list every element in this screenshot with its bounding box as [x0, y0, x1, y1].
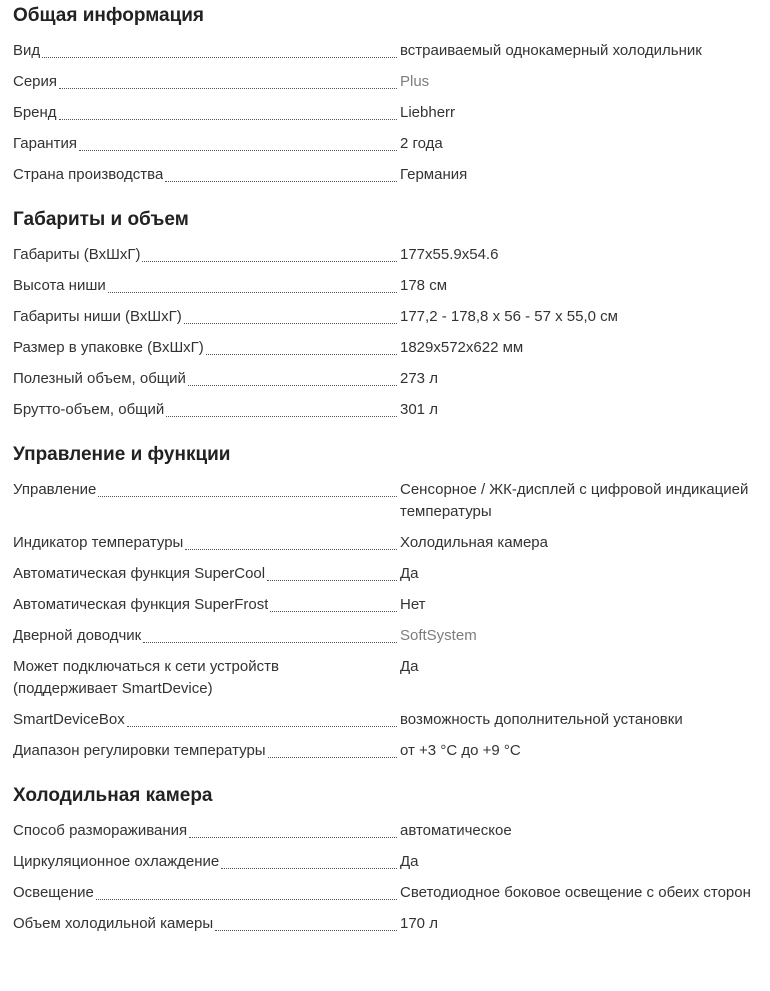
spec-label-line	[13, 244, 400, 266]
spec-label: Циркуляционное охлаждение	[13, 853, 220, 870]
spec-label-line	[13, 563, 400, 585]
spec-label-cell	[13, 656, 400, 700]
spec-label-cell	[13, 709, 400, 731]
spec-label-cell	[13, 399, 400, 421]
dotted-leader	[189, 820, 397, 838]
section-rows	[13, 244, 766, 421]
dotted-leader	[59, 71, 397, 89]
spec-label: Брутто-объем, общий	[13, 401, 165, 418]
dotted-leader	[42, 40, 397, 58]
spec-row	[13, 244, 766, 266]
spec-label: Способ размораживания	[13, 822, 188, 839]
spec-value: автоматическое	[400, 822, 512, 839]
dotted-leader	[108, 275, 397, 293]
spec-label-cell	[13, 479, 400, 501]
spec-label-line	[13, 102, 400, 124]
spec-row	[13, 625, 766, 647]
spec-label-line	[13, 709, 400, 731]
spec-label-cell	[13, 306, 400, 328]
spec-label: SmartDeviceBox	[13, 711, 125, 728]
dotted-leader	[185, 532, 397, 550]
spec-label-line	[13, 882, 400, 904]
spec-label-cell	[13, 275, 400, 297]
section-title: Холодильная камера	[13, 785, 213, 806]
spec-section	[13, 207, 766, 421]
spec-row	[13, 399, 766, 421]
dotted-leader	[188, 368, 397, 386]
spec-label: Страна производства	[13, 166, 164, 183]
spec-value: Да	[400, 853, 419, 870]
dotted-leader	[166, 399, 397, 417]
spec-label-cell	[13, 337, 400, 359]
dotted-leader	[281, 656, 397, 674]
spec-label-cell	[13, 368, 400, 390]
spec-value: Да	[400, 565, 419, 582]
spec-row	[13, 368, 766, 390]
dotted-leader	[142, 244, 397, 262]
spec-label-secondary: (поддерживает SmartDevice)	[13, 680, 213, 697]
spec-row	[13, 306, 766, 328]
spec-value: встраиваемый однокамерный холодильник	[400, 42, 702, 59]
spec-row	[13, 532, 766, 554]
spec-label-cell	[13, 40, 400, 62]
section-title: Общая информация	[13, 5, 205, 26]
section-rows	[13, 820, 766, 935]
spec-row	[13, 709, 766, 731]
dotted-leader	[59, 102, 397, 120]
dotted-leader	[127, 709, 397, 727]
spec-value: 2 года	[400, 135, 443, 152]
spec-row	[13, 337, 766, 359]
spec-label-cell	[13, 532, 400, 554]
spec-value[interactable]: SoftSystem	[400, 627, 477, 644]
spec-label-cell	[13, 882, 400, 904]
spec-value: Холодильная камера	[400, 534, 548, 551]
spec-section	[13, 3, 766, 186]
spec-row	[13, 40, 766, 62]
spec-value: Да	[400, 658, 419, 675]
spec-row	[13, 275, 766, 297]
spec-value: от +3 °С до +9 °С	[400, 742, 521, 759]
spec-label-line	[13, 133, 400, 155]
spec-value: Светодиодное боковое освещение с обеих сторон	[400, 884, 751, 901]
spec-label-cell	[13, 594, 400, 616]
spec-value: 170 л	[400, 915, 438, 932]
spec-row	[13, 882, 766, 904]
spec-label: Высота ниши	[13, 277, 106, 294]
spec-label-cell	[13, 164, 400, 186]
dotted-leader	[79, 133, 397, 151]
spec-label: Полезный объем, общий	[13, 370, 186, 387]
spec-value: 1829х572х622 мм	[400, 339, 524, 356]
spec-label-line	[13, 532, 400, 554]
spec-label-line	[13, 275, 400, 297]
spec-row	[13, 820, 766, 842]
spec-label: Гарантия	[13, 135, 77, 152]
spec-label-cell	[13, 851, 400, 873]
spec-label-line	[13, 625, 400, 647]
dotted-leader	[96, 882, 397, 900]
spec-value: 178 см	[400, 277, 448, 294]
section-title: Габариты и объем	[13, 209, 189, 230]
spec-row	[13, 851, 766, 873]
spec-label-cell	[13, 913, 400, 935]
spec-row	[13, 102, 766, 124]
spec-label-line	[13, 820, 400, 842]
spec-row	[13, 594, 766, 616]
dotted-leader	[268, 740, 397, 758]
dotted-leader	[221, 851, 397, 869]
spec-label: Габариты ниши (ВхШхГ)	[13, 308, 182, 325]
spec-value: Германия	[400, 166, 468, 183]
dotted-leader	[143, 625, 397, 643]
spec-label: Управление	[13, 481, 97, 498]
dotted-leader	[98, 479, 397, 497]
spec-label-cell	[13, 820, 400, 842]
spec-label-line	[13, 71, 400, 93]
spec-value: Liebherr	[400, 104, 456, 121]
spec-label-line	[13, 399, 400, 421]
spec-label-line	[13, 594, 400, 616]
spec-label-line	[13, 368, 400, 390]
spec-row	[13, 479, 766, 523]
spec-label-line	[13, 306, 400, 328]
spec-section	[13, 783, 766, 935]
spec-label-line	[13, 851, 400, 873]
spec-label: Автоматическая функция SuperFrost	[13, 596, 269, 613]
spec-row	[13, 656, 766, 700]
dotted-leader	[267, 563, 397, 581]
dotted-leader	[184, 306, 397, 324]
dotted-leader	[206, 337, 397, 355]
spec-label: Дверной доводчик	[13, 627, 142, 644]
spec-label-line	[13, 479, 400, 501]
spec-label-line	[13, 40, 400, 62]
spec-row	[13, 71, 766, 93]
spec-label-cell	[13, 563, 400, 585]
spec-label: Автоматическая функция SuperCool	[13, 565, 266, 582]
spec-label-cell	[13, 102, 400, 124]
spec-section	[13, 442, 766, 762]
section-rows	[13, 40, 766, 186]
spec-label: Бренд	[13, 104, 57, 121]
spec-value: возможность дополнительной установки	[400, 711, 683, 728]
spec-label-line	[13, 337, 400, 359]
spec-label: Диапазон регулировки температуры	[13, 742, 266, 759]
spec-label: Размер в упаковке (ВхШхГ)	[13, 339, 204, 356]
spec-label-cell	[13, 71, 400, 93]
spec-value[interactable]: Plus	[400, 73, 430, 90]
dotted-leader	[165, 164, 397, 182]
dotted-leader	[215, 913, 397, 931]
section-rows	[13, 479, 766, 762]
spec-label: Серия	[13, 73, 58, 90]
spec-label: Объем холодильной камеры	[13, 915, 214, 932]
spec-value: 177х55.9х54.6	[400, 246, 499, 263]
section-title: Управление и функции	[13, 444, 231, 465]
spec-label-line	[13, 164, 400, 186]
spec-label: Может подключаться к сети устройств	[13, 658, 279, 675]
spec-value: 301 л	[400, 401, 438, 418]
spec-row	[13, 563, 766, 585]
spec-label-cell	[13, 133, 400, 155]
spec-value: Нет	[400, 596, 426, 613]
spec-row	[13, 740, 766, 762]
spec-row	[13, 164, 766, 186]
spec-label-line	[13, 740, 400, 762]
spec-value: Сенсорное / ЖК-дисплей с цифровой индикацией температуры	[400, 481, 749, 520]
spec-value: 273 л	[400, 370, 438, 387]
spec-label: Вид	[13, 42, 41, 59]
spec-label-cell	[13, 244, 400, 266]
spec-row	[13, 133, 766, 155]
spec-label: Габариты (ВхШхГ)	[13, 246, 141, 263]
spec-row	[13, 913, 766, 935]
spec-label-line	[13, 913, 400, 935]
spec-label-cell	[13, 625, 400, 647]
spec-value: 177,2 - 178,8 х 56 - 57 х 55,0 см	[400, 308, 618, 325]
dotted-leader	[270, 594, 397, 612]
spec-label: Освещение	[13, 884, 94, 901]
spec-label-line	[13, 656, 400, 678]
spec-label: Индикатор температуры	[13, 534, 184, 551]
spec-label-cell	[13, 740, 400, 762]
